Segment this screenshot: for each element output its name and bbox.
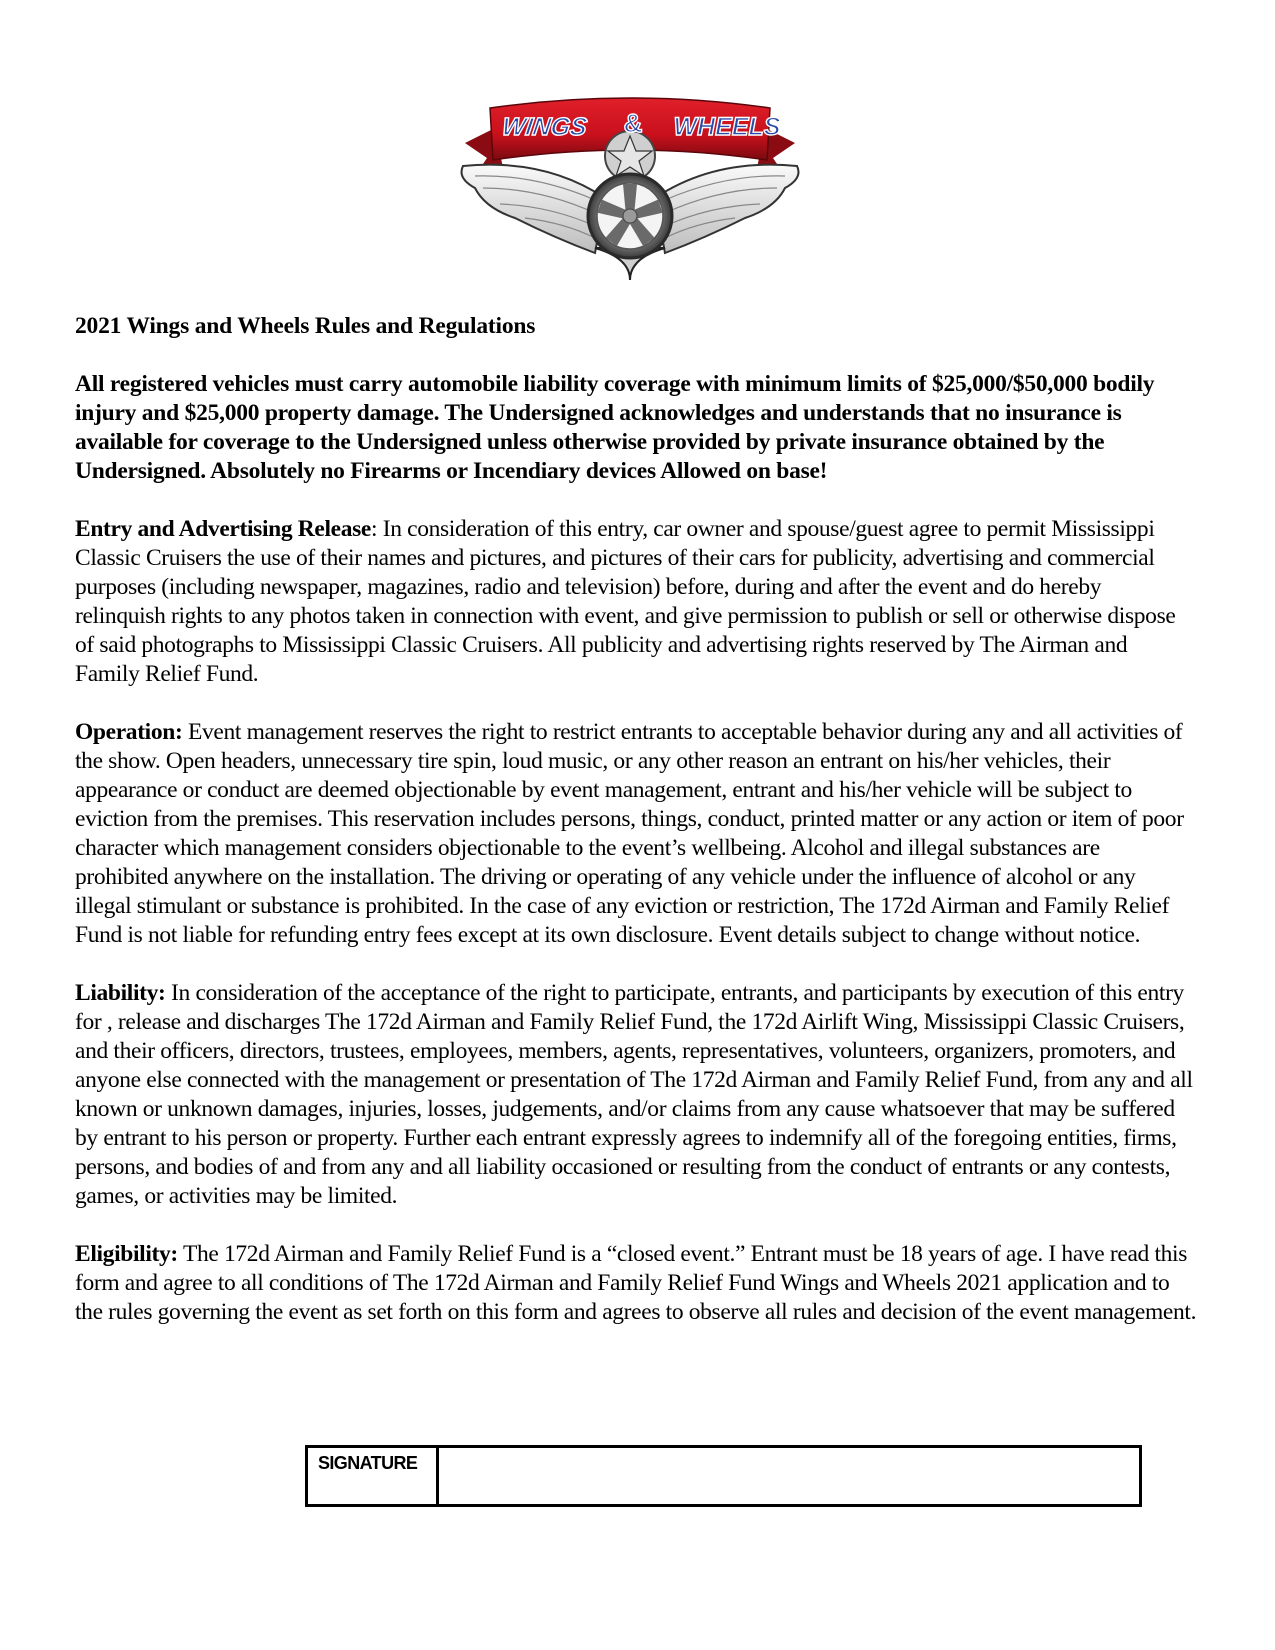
section-heading: Eligibility: xyxy=(75,1241,178,1267)
signature-field[interactable] xyxy=(439,1448,1139,1504)
section-eligibility xyxy=(75,1240,1197,1327)
section-body: In consideration of the acceptance of the right to participate, entrants, and participants by execution of this entry for , release and discharges The 172d Airman and Family Relief Fund, the 172d Airlift Wing, Mississippi Classic Cruisers, and their officers, directors, trustees, employees, members, agents, representatives, volunteers, organizers, promoters, and anyone else connected with the management or presentation of The 172d Airman and Family Relief Fund, from any and all known or unknown damages, injuries, losses, judgements, and/or claims from any cause whatsoever that may be suffered by entrant to his person or property. Further each entrant expressly agrees to indemnify all of the foregoing entities, firms, persons, and bodies of and from any and all liability occasioned or resulting from the conduct of entrants or any contests, games, or activities may be limited. xyxy=(75,980,1193,1209)
insurance-notice: All registered vehicles must carry automobile liability coverage with minimum limits of $25,000/$50,000 bodily injury and $25,000 property damage. The Undersigned acknowledges and understands that no insurance is available for coverage to the Undersigned unless otherwise provided by private insurance obtained by the Undersigned. Absolutely no Firearms or Incendiary devices Allowed on base! xyxy=(75,371,1155,484)
section-body: Event management reserves the right to restrict entrants to acceptable behavior during any and all activities of the show. Open headers, unnecessary tire spin, loud music, or any other reason an entrant on his/her vehicles, their appearance or conduct are deemed objectionable by event management, entrant and his/her vehicle will be subject to eviction from the premises. This reservation includes persons, things, conduct, printed matter or any action or item of poor character which management considers objectionable to the event’s wellbeing. Alcohol and illegal substances are prohibited anywhere on the installation. The driving or operating of any vehicle under the influence of alcohol or any illegal stimulant or substance is prohibited. In the case of any eviction or restriction, The 172d Airman and Family Relief Fund is not liable for refunding entry fees except at its own disclosure. Event details subject to change without notice. xyxy=(75,719,1184,948)
wings-and-wheels-logo xyxy=(455,88,805,284)
section-separator: : xyxy=(371,516,383,542)
section-body: The 172d Airman and Family Relief Fund is a “closed event.” Entrant must be 18 years of age. I have read this form and agree to all conditions of The 172d Airman and Family Relief Fund Wings and Wheels 2021 application and to the rules governing the event as set forth on this form and agrees to observe all rules and decision of the event management. xyxy=(75,1241,1197,1325)
logo-text-wings: WINGS xyxy=(500,113,589,141)
section-body: In consideration of this entry, car owner and spouse/guest agree to permit Mississippi Classic Cruisers the use of their names and pictures, and pictures of their cars for publicity, advertising and commercial purposes (including newspaper, magazines, radio and television) before, during and after the event and do hereby relinquish rights to any photos taken in connection with event, and give permission to publish or sell or otherwise dispose of said photographs to Mississippi Classic Cruisers. All publicity and advertising rights reserved by The Airman and Family Relief Fund. xyxy=(75,516,1176,687)
wing-left xyxy=(462,165,606,253)
section-liability xyxy=(75,979,1197,1211)
wing-right xyxy=(655,165,799,253)
signature-table xyxy=(305,1445,1142,1507)
section-operation xyxy=(75,718,1197,950)
section-heading: Entry and Advertising Release xyxy=(75,516,372,542)
document-body xyxy=(75,312,1197,1356)
document-title: 2021 Wings and Wheels Rules and Regulations xyxy=(75,313,536,339)
section-entry-advertising-release xyxy=(75,515,1197,689)
section-heading: Operation: xyxy=(75,719,183,745)
section-heading: Liability: xyxy=(75,980,166,1006)
signature-label: SIGNATURE xyxy=(308,1448,439,1504)
logo-text-wheels: WHEELS xyxy=(673,113,781,141)
logo-text-amp: & xyxy=(623,108,643,138)
